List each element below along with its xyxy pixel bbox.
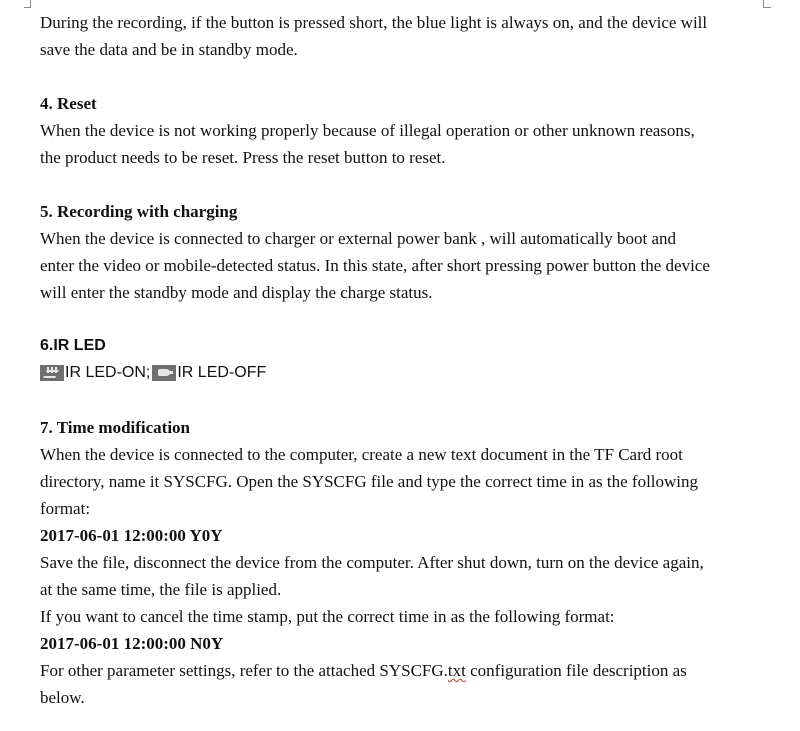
paragraph-line: below.: [40, 688, 85, 707]
section-heading-recording-charging: 5. Recording with charging: [40, 202, 238, 221]
paragraph-line: During the recording, if the button is pressed short, the blue light is always on, and the device will: [40, 13, 708, 32]
paragraph-line: [40, 657, 770, 684]
crop-mark-top-right: [763, 7, 771, 8]
time-format-example: 2017-06-01 12:00:00 Y0Y: [40, 526, 223, 545]
section-heading-ir-led: 6.IR LED: [40, 337, 106, 354]
ir-led-off-icon: [152, 365, 176, 381]
text-run: configuration file description as: [465, 661, 687, 680]
paragraph-line: the product needs to be reset. Press the reset button to reset.: [40, 148, 446, 167]
text-run: For other parameter settings, refer to the attached SYSCFG.: [40, 661, 448, 680]
ir-led-legend: [40, 359, 770, 387]
ir-led-on-icon: [40, 365, 64, 381]
paragraph-line: format:: [40, 499, 91, 518]
paragraph-line: at the same time, the file is applied.: [40, 580, 282, 599]
time-format-cancel-example: 2017-06-01 12:00:00 N0Y: [40, 634, 224, 653]
paragraph-line: Save the file, disconnect the device from the computer. After shut down, turn on the device again,: [40, 553, 704, 572]
document-body: [40, 9, 770, 711]
paragraph-line: When the device is connected to charger or external power bank , will automatically boot and: [40, 229, 677, 248]
paragraph-line: save the data and be in standby mode.: [40, 40, 298, 59]
spellcheck-flagged-word: txt: [447, 661, 466, 680]
ir-led-off-label: IR LED-OFF: [177, 364, 267, 381]
paragraph-line: When the device is connected to the computer, create a new text document in the TF Card root: [40, 445, 683, 464]
paragraph-line: If you want to cancel the time stamp, put the correct time in as the following format:: [40, 607, 615, 626]
paragraph-line: will enter the standby mode and display the charge status.: [40, 283, 433, 302]
ir-led-on-label: IR LED-ON;: [65, 364, 151, 381]
paragraph-line: When the device is not working properly because of illegal operation or other unknown reasons,: [40, 121, 695, 140]
section-heading-reset: 4. Reset: [40, 94, 97, 113]
paragraph-line: directory, name it SYSCFG. Open the SYSCFG file and type the correct time in as the following: [40, 472, 699, 491]
paragraph-line: enter the video or mobile-detected status. In this state, after short pressing power button the device: [40, 256, 710, 275]
crop-mark-top-left: [24, 7, 31, 8]
section-heading-time-modification: 7. Time modification: [40, 418, 191, 437]
